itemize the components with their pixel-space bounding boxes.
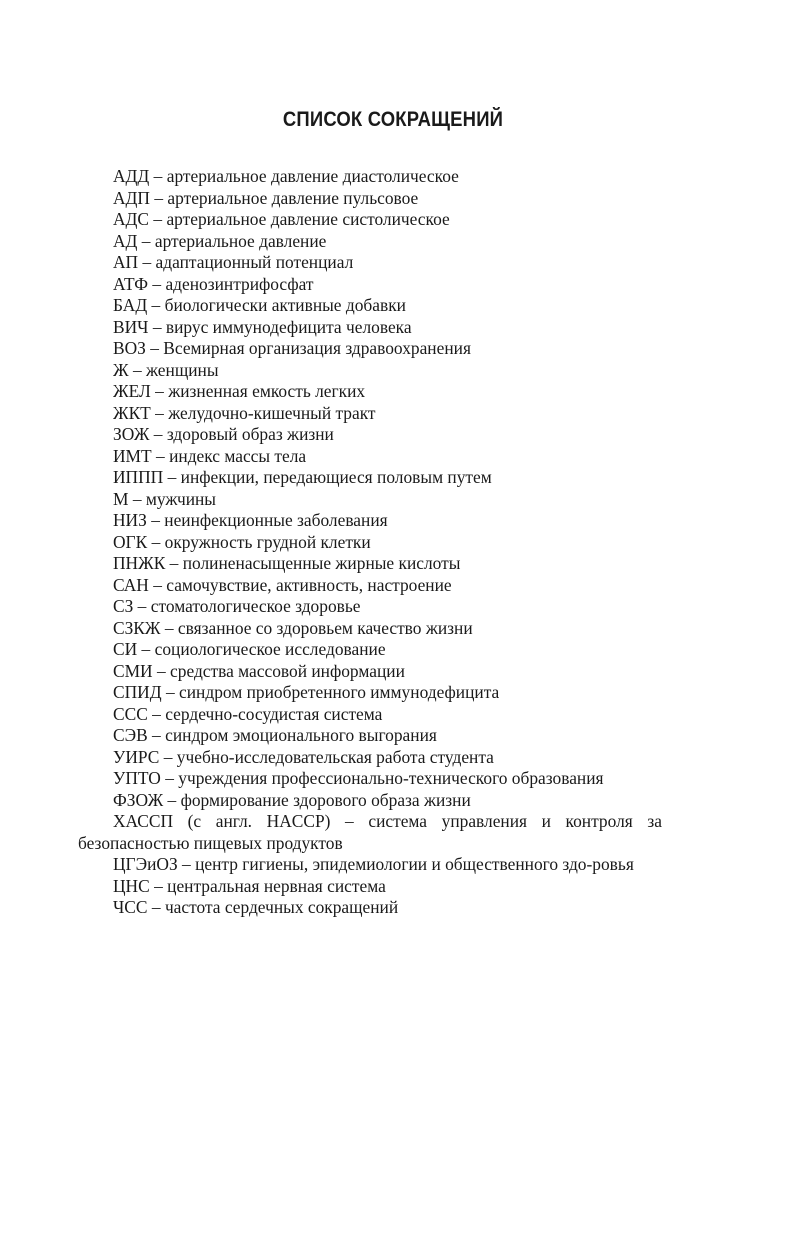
dash: – [155,381,164,401]
dash: – [153,166,163,186]
list-item [78,295,662,317]
dash: – [153,574,162,595]
list-item [78,575,662,597]
dash: – [141,639,151,659]
dash: – [167,789,177,810]
list-item [78,596,662,618]
dash: – [141,230,151,251]
abbreviation: АДС [113,209,150,229]
definition: индекс массы тела [169,445,307,466]
list-item [78,274,662,296]
definition: адаптационный потенциал [155,252,354,272]
dash: – [345,811,354,831]
list-item [78,532,662,554]
abbreviation: ИМТ [113,445,152,466]
definition: формирование здорового образа жизни [180,789,471,810]
abbreviation: ЗОЖ [113,424,150,444]
dash: – [153,424,163,444]
definition: вирус иммунодефицита человека [165,316,412,337]
page-title: СПИСОК СОКРАЩЕНИЙ [282,108,504,131]
definition: система управления и контроля за безопасностью пищевых продуктов [78,811,662,853]
list-item [78,166,662,188]
definition: учреждения профессионально-технического образования [178,768,604,788]
abbreviation: ХАССП (с англ. HACCP) [113,811,331,831]
list-item [78,618,662,640]
list-item [78,682,662,704]
dash: – [156,660,166,681]
list-item [78,360,662,382]
dash: – [152,703,161,724]
list-item [78,381,662,403]
list-item [78,467,662,489]
definition: учебно-исследовательская работа студента [176,746,494,767]
abbreviation: ЦНС [113,875,150,896]
dash: – [164,617,174,638]
list-item [78,317,662,339]
definition: полиненасыщенные жирные кислоты [182,553,461,573]
abbreviation: УПТО [113,768,161,788]
list-item [78,188,662,210]
list-item [78,897,662,919]
list-item [78,403,662,425]
abbreviation: САН [113,574,149,595]
list-item [78,704,662,726]
definition: самочувствие, активность, настроение [166,574,452,595]
list-item [78,489,662,511]
definition: сердечно-сосудистая система [165,703,383,724]
list-item [78,553,662,575]
list-item [78,854,662,876]
definition: женщины [146,359,219,380]
definition: артериальное давление систолическое [166,209,450,229]
definition: артериальное давление диастолическое [166,166,459,186]
abbreviation: СИ [113,639,138,659]
list-item [78,790,662,812]
definition: здоровый образ жизни [166,424,334,444]
dash: – [165,682,175,702]
abbreviation: СЭВ [113,725,148,745]
dash: – [153,209,163,229]
list-item [78,747,662,769]
dash: – [155,402,164,423]
definition: связанное со здоровьем качество жизни [177,617,473,638]
dash: – [151,531,161,552]
dash: – [142,252,152,272]
dash: – [151,510,160,530]
dash: – [156,445,165,466]
abbreviation: УИРС [113,746,160,767]
abbreviation: ЖЕЛ [113,381,151,401]
dash: – [154,875,163,896]
abbreviation: ЦГЭиОЗ [113,854,178,874]
list-item [78,231,662,253]
abbreviation: СПИД [113,682,162,702]
abbreviation: М [113,488,129,509]
definition: аденозинтрифосфат [165,273,314,294]
definition: центральная нервная система [167,875,386,896]
dash: – [152,725,161,745]
abbreviation: ССС [113,703,148,724]
dash: – [151,295,161,315]
definition: биологически активные добавки [164,295,406,315]
abbreviation: ЧСС [113,897,148,917]
dash: – [152,316,162,337]
definition: Всемирная организация здравоохранения [163,338,471,358]
abbreviation: АП [113,252,139,272]
list-item [78,252,662,274]
dash: – [154,187,164,208]
definition: социологическое исследование [154,639,386,659]
list-item [78,811,662,854]
definition: средства массовой информации [170,660,405,681]
abbreviation: АТФ [113,273,149,294]
abbreviation-list [78,166,662,919]
abbreviation: СМИ [113,660,153,681]
dash: – [132,359,142,380]
definition: стоматологическое здоровье [150,596,361,616]
definition: инфекции, передающиеся половым путем [180,467,492,487]
list-item [78,768,662,790]
abbreviation: ИППП [113,467,164,487]
abbreviation: ФЗОЖ [113,789,164,810]
abbreviation: АД [113,230,138,251]
dash: – [163,746,173,767]
definition: жизненная емкость легких [168,381,366,401]
dash: – [137,596,147,616]
abbreviation: ВИЧ [113,316,149,337]
definition: частота сердечных сокращений [164,897,399,917]
definition: окружность грудной клетки [164,531,371,552]
definition: желудочно-кишечный тракт [168,402,376,423]
definition: артериальное давление [154,230,327,251]
abbreviation: АДП [113,187,150,208]
list-item [78,639,662,661]
list-item [78,446,662,468]
definition: центр гигиены, эпидемиологии и общественного здо-ровья [195,854,634,874]
abbreviation: ЖКТ [113,402,151,423]
definition: неинфекционные заболевания [164,510,388,530]
abbreviation: АДД [113,166,150,186]
list-item [78,510,662,532]
list-item [78,424,662,446]
list-item [78,209,662,231]
definition: артериальное давление пульсовое [167,187,419,208]
dash: – [150,338,159,358]
abbreviation: ПНЖК [113,553,166,573]
abbreviation: СЗ [113,596,134,616]
dash: – [165,768,174,788]
dash: – [182,854,191,874]
dash: – [167,467,177,487]
dash: – [169,553,179,573]
abbreviation: СЗКЖ [113,617,161,638]
abbreviation: ВОЗ [113,338,146,358]
abbreviation: ОГК [113,531,148,552]
list-item [78,661,662,683]
definition: синдром эмоционального выгорания [165,725,437,745]
list-item [78,725,662,747]
dash: – [152,273,162,294]
dash: – [151,897,161,917]
list-item [78,338,662,360]
abbreviation: Ж [113,359,129,380]
definition: синдром приобретенного иммунодефицита [179,682,500,702]
abbreviation: БАД [113,295,148,315]
dash: – [132,488,142,509]
definition: мужчины [145,488,216,509]
list-item [78,876,662,898]
abbreviation: НИЗ [113,510,147,530]
